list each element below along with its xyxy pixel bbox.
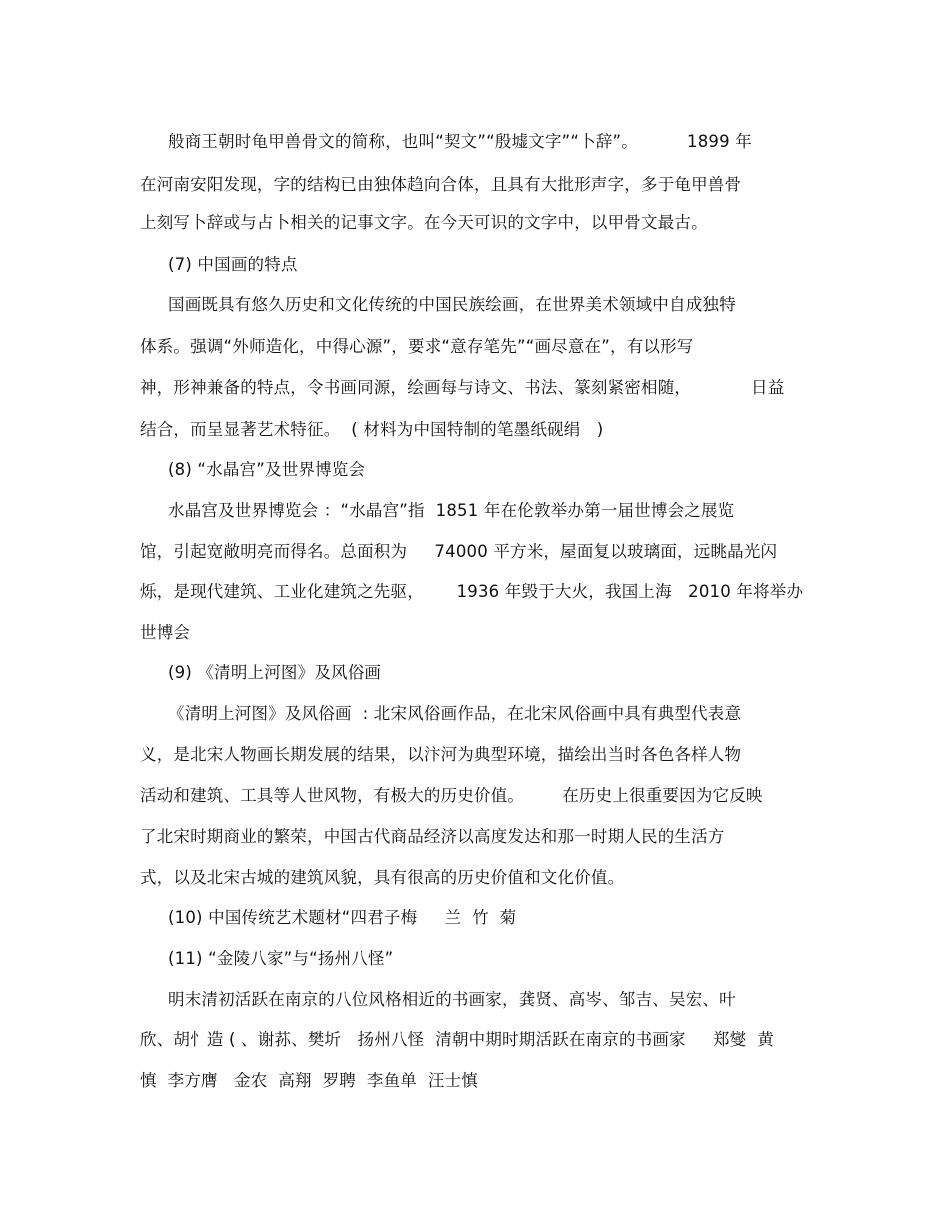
text-line: 结合，而呈显著艺术特征。 ( 材料为中国特制的笔墨纸砚绢 ) [140,420,604,439]
text-line: 明末清初活跃在南京的八位风格相近的书画家，龚贤、高岑、邹吉、吴宏、叶 [168,990,736,1009]
section-heading-7: (7) 中国画的特点 [168,255,298,274]
text-line: 式，以及北宋古城的建筑风貌，具有很高的历史价值和文化价值。 [140,868,625,887]
text-line: 烁，是现代建筑、工业化建筑之先驱， 1936 年毁于大火，我国上海 2010 年将举办 [140,582,804,601]
text-line: 了北宋时期商业的繁荣，中国古代商品经济以高度发达和那一时期人民的生活方 [140,827,725,846]
text-line: 般商王朝时龟甲兽骨文的简称，也叫“契文”“殷墟文字”“卜辞”。 1899 年 [168,132,752,151]
text-line: 体系。强调“外师造化，中得心源”，要求“意存笔先”“画尽意在”，有以形写 [140,337,694,356]
section-heading-11: (11) “金陵八家”与“扬州八怪” [168,949,394,968]
text-line: 慎 李方膺 金农 高翔 罗聘 李鱼单 汪士慎 [140,1071,478,1090]
text-line: 《清明上河图》及风俗画 : 北宋风俗画作品，在北宋风俗画中具有典型代表意 [168,704,742,723]
section-heading-10: (10) 中国传统艺术题材“四君子梅 兰 竹 菊 [168,908,517,927]
text-line: 世博会 [140,623,191,642]
text-line: 欣、胡忄造 ( 、谢荪、樊圻 扬州八怪 清朝中期时期活跃在南京的书画家 郑燮 黄 [140,1030,774,1049]
text-line: 馆，引起宽敞明亮而得名。总面积为 74000 平方米，屋面复以玻璃面，远眺晶光闪 [140,542,778,561]
text-line: 上刻写卜辞或与占卜相关的记事文字。在今天可识的文字中，以甲骨文最古。 [140,213,708,232]
section-heading-8: (8) “水晶宫”及世界博览会 [168,460,366,479]
text-line: 在河南安阳发现，字的结构已由独体趋向合体，且具有大批形声字，多于龟甲兽骨 [140,175,742,194]
text-line: 国画既具有悠久历史和文化传统的中国民族绘画，在世界美术领域中自成独特 [168,295,736,314]
text-line: 水晶宫及世界博览会 ：“水晶宫”指 1851 年在伦敦举办第一届世博会之展览 [168,501,735,520]
section-heading-9: (9) 《清明上河图》及风俗画 [168,663,382,682]
text-line: 神，形神兼备的特点，令书画同源，绘画每与诗文、书法、篆刻紧密相随， 日益 [140,378,785,397]
text-line: 活动和建筑、工具等人世风物，有极大的历史价值。 在历史上很重要因为它反映 [140,786,763,805]
text-line: 义，是北宋人物画长期发展的结果，以汴河为典型环境，描绘出当时各色各样人物 [140,745,742,764]
